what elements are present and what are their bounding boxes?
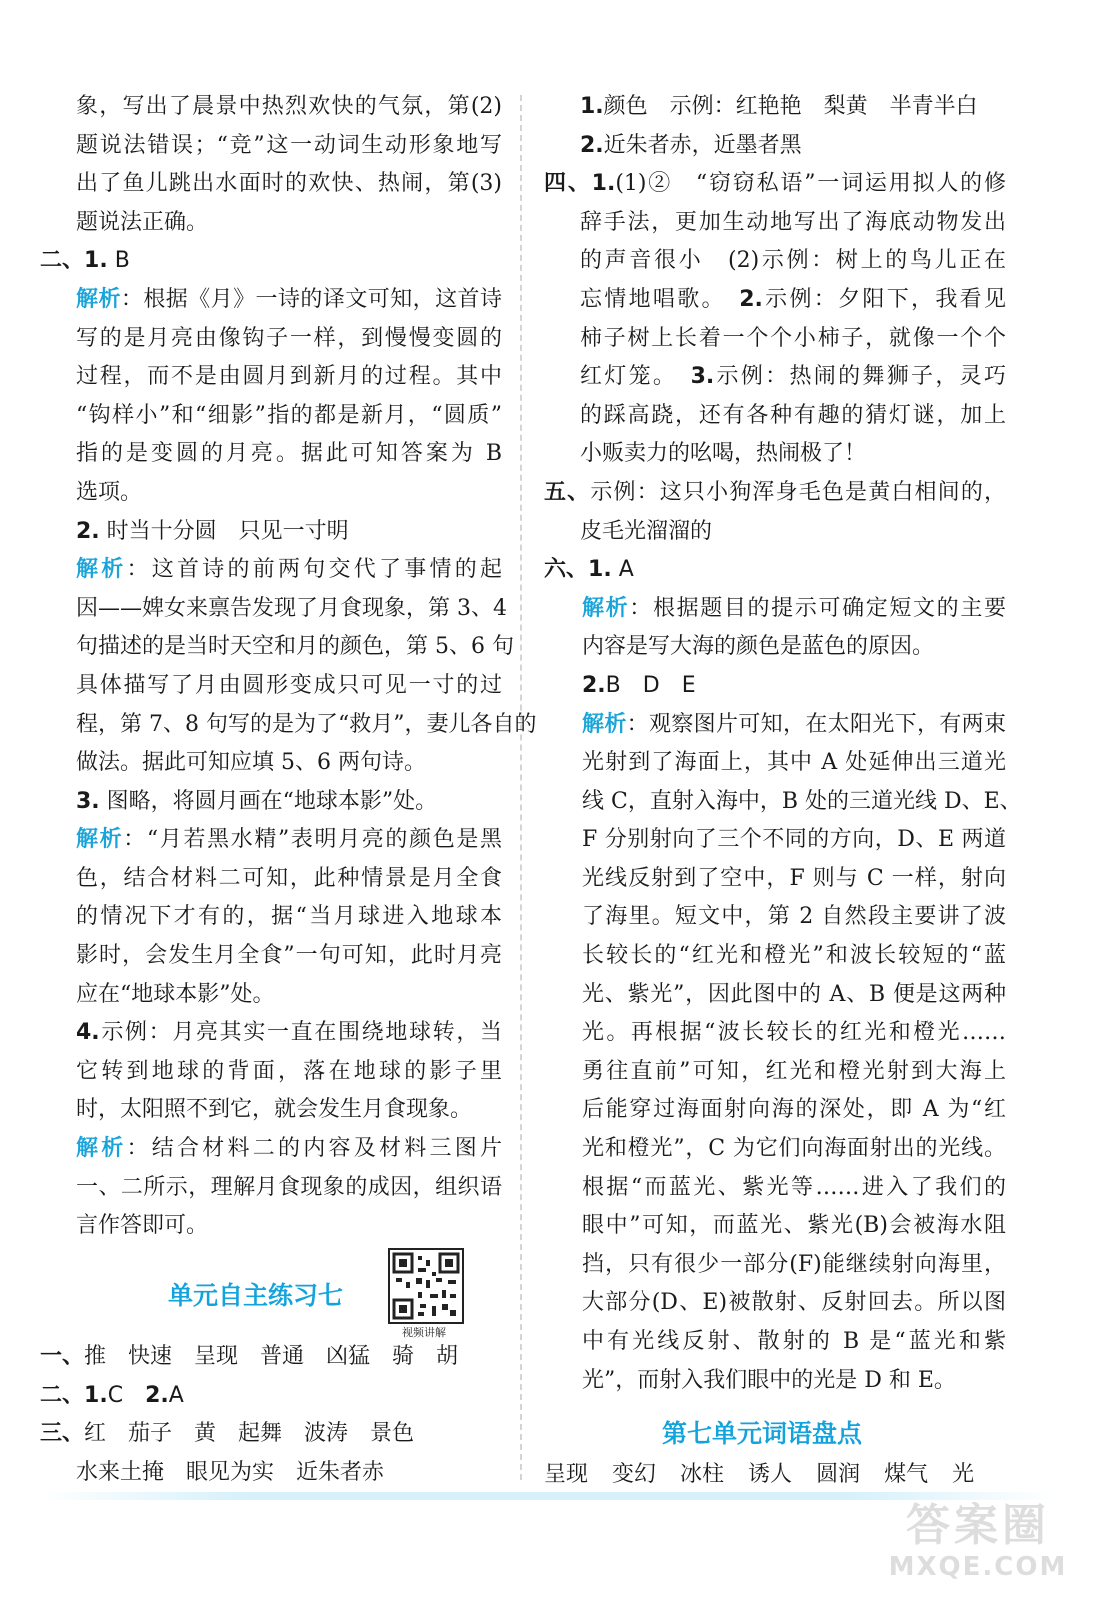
question-row	[40, 242, 502, 281]
text-line: 了海里。短文中，第 2 自然段主要讲了波	[582, 904, 1006, 930]
answer: 颜色 示例：红艳艳 梨黄 半青半白	[603, 94, 978, 119]
analysis-line	[40, 551, 502, 590]
unit-answers	[40, 1338, 510, 1492]
answer-row	[40, 1415, 510, 1454]
left-column	[40, 88, 537, 1246]
text-line: 内容是写大海的颜色是蓝色的原因。	[582, 634, 935, 660]
text-line: 它转到地球的背面，落在地球的影子里	[76, 1058, 502, 1084]
answer: B	[114, 248, 130, 274]
text-line: 长较长的“红光和橙光”和波长较短的“蓝	[582, 943, 1006, 969]
question-number: 2.	[739, 286, 763, 312]
text-line: 挡，只有很少一部分(F)能继续射向海里，	[582, 1251, 1006, 1277]
text-line: 因——婢女来禀告发现了月食现象，第 3、4	[76, 595, 507, 621]
text-line: 中有光线反射、散射的 B 是“蓝光和紫	[582, 1329, 1006, 1354]
watermark	[883, 1500, 1073, 1590]
text-line: 过程，而不是由圆月到新月的过程。其中	[76, 364, 502, 390]
vocab-title: 第七单元词语盘点	[662, 1419, 863, 1448]
answer: A	[618, 557, 634, 583]
analysis-line	[544, 706, 1006, 745]
text-line: 题说法正确。	[76, 209, 209, 235]
question-row	[544, 127, 1006, 166]
text-line: 勇往直前”可知，红光和橙光射到大海上	[582, 1058, 1006, 1084]
question-number: 2.	[145, 1382, 169, 1408]
text-line: 写的是月亮由像钩子一样，到慢慢变圆的	[76, 325, 502, 351]
vocab-word: 煤气	[884, 1462, 929, 1487]
answer: 示例：月亮其实一直在围绕地球转，当	[99, 1020, 502, 1046]
answer-words: 红 茄子 黄 起舞 波涛 景色	[84, 1421, 415, 1447]
analysis-tag: 解析	[76, 1136, 127, 1162]
analysis-tag: 解析	[582, 711, 627, 737]
answer: 示例：这只小狗浑身毛色是黄白相间的，	[590, 479, 1006, 505]
question-number: 1.	[588, 557, 612, 583]
text-line: 选项。	[76, 479, 143, 505]
text-line: 光。再根据“波长较长的红光和橙光……	[582, 1020, 1006, 1046]
answer: (1)② “窃窃私语”一词运用拟人的修	[615, 171, 1006, 197]
answer: 近朱者赤，近墨者黑	[603, 132, 802, 158]
question-number: 2.	[580, 132, 604, 158]
analysis-tag: 解析	[76, 286, 121, 312]
question-row	[40, 783, 502, 822]
text-line: 象，写出了晨景中热烈欢快的气氛，第(2)	[76, 94, 502, 119]
question-row	[544, 474, 1006, 513]
section-label: 六、	[544, 557, 589, 583]
question-number: 4.	[76, 1020, 100, 1046]
analysis-text: ：根据《月》一诗的译文可知，这首诗	[120, 286, 502, 312]
text-line: 光”，而射入我们眼中的光是 D 和 E。	[582, 1367, 956, 1393]
answer: B D E	[605, 672, 696, 698]
analysis-text: ：“月若黑水精”表明月亮的颜色是黑	[123, 827, 502, 853]
text-line: 根据“而蓝光、紫光等……进入了我们的	[582, 1174, 1006, 1200]
text-line: 皮毛光溜溜的	[580, 518, 713, 544]
analysis-line	[544, 590, 1006, 629]
section-label: 一、	[40, 1344, 85, 1369]
text-line: 小贩卖力的吆喝，热闹极了！	[580, 441, 867, 467]
vocab-word: 冰柱	[680, 1462, 725, 1487]
qr-label: 视频讲解	[402, 1326, 446, 1339]
text-line: 光射到了海面上，其中 A 处延伸出三道光	[582, 750, 1006, 776]
vocab-word: 变幻	[612, 1462, 657, 1487]
analysis-text: ：这首诗的前两句交代了事情的起	[126, 557, 502, 583]
text-line: 具体描写了月由圆形变成只可见一寸的过	[76, 672, 502, 698]
watermark-url: MXQE.COM	[888, 1552, 1068, 1582]
text-line	[544, 281, 1006, 320]
vocab-word: 诱人	[748, 1462, 793, 1487]
section-label: 四、	[544, 171, 592, 197]
text-line: 眼中”可知，而蓝光、紫光(B)会被海水阻	[582, 1213, 1006, 1239]
vocab-word: 圆润	[816, 1462, 861, 1487]
question-number: 1.	[580, 94, 604, 119]
text-line: 出了鱼儿跳出水面时的欢快、热闹，第(3)	[76, 171, 502, 197]
text-line: 后能穿过海面射向海的深处，即 A 为“红	[582, 1097, 1006, 1123]
answer-text: 红灯笼。	[580, 364, 691, 390]
text-line: 大部分(D、E)被散射、反射回去。所以图	[582, 1290, 1006, 1316]
text-line: 时，太阳照不到它，就会发生月食现象。	[76, 1097, 473, 1123]
text-line: 线 C，直射入海中，B 处的三道光线 D、E、	[582, 788, 1022, 814]
vocab-words	[544, 1456, 999, 1494]
analysis-tag: 解析	[76, 557, 127, 583]
analysis-line	[40, 821, 502, 860]
text-line: 柿子树上长着一个个小柿子，就像一个个	[580, 325, 1006, 351]
text-line: 影时，会发生月全食”一句可知，此时月亮	[76, 943, 502, 969]
text-line: 光、紫光”，因此图中的 A、B 便是这两种	[582, 981, 1006, 1007]
text-line: 言作答即可。	[76, 1213, 209, 1239]
vocab-word: 呈现	[544, 1462, 589, 1487]
analysis-line	[40, 1130, 502, 1169]
answer: C	[107, 1382, 124, 1408]
question-row	[40, 513, 502, 552]
text-line: 的踩高跷，还有各种有趣的猜灯谜，加上	[580, 402, 1006, 428]
question-number: 1.	[84, 1382, 108, 1408]
right-column	[544, 88, 1022, 1400]
question-row	[544, 88, 1006, 127]
question-number: 1.	[84, 248, 108, 274]
analysis-line	[40, 281, 502, 320]
text-line: “钩样小”和“细影”指的都是新月，“圆质”	[76, 402, 502, 428]
analysis-tag: 解析	[582, 595, 630, 621]
text-line: 光线反射到了空中，F 则与 C 一样，射向	[582, 865, 1006, 891]
text-line: 题说法错误；“竞”这一动词生动形象地写	[76, 132, 502, 158]
answer: 时当十分圆 只见一寸明	[106, 518, 349, 544]
question-number: 3.	[76, 788, 100, 814]
question-number: 2.	[582, 672, 606, 698]
question-number: 3.	[690, 364, 715, 390]
question-row	[544, 667, 1006, 706]
text-line: 句描述的是当时天空和月的颜色，第 5、6 句	[76, 634, 514, 660]
footer-band	[40, 1492, 1055, 1500]
text-line: 应在“地球本影”处。	[76, 981, 275, 1007]
text-line: 辞手法，更加生动地写出了海底动物发出	[580, 209, 1006, 235]
text-line: 色，结合材料二可知，此种情景是月全食	[76, 865, 502, 891]
question-row	[40, 1014, 502, 1053]
analysis-tag: 解析	[76, 827, 124, 853]
section-label: 三、	[40, 1421, 85, 1447]
answer-text: 忘情地唱歌。	[580, 286, 740, 312]
text-line: 的声音很小 (2)示例：树上的鸟儿正在	[580, 248, 1006, 274]
text-line: 指的是变圆的月亮。据此可知答案为 B	[76, 441, 502, 467]
answer-row: 水来土掩 眼见为实 近朱者赤	[76, 1459, 385, 1485]
question-row	[544, 165, 1006, 204]
analysis-text: ：根据题目的提示可确定短文的主要	[629, 595, 1006, 621]
text-line: 的情况下才有的，据“当月球进入地球本	[76, 904, 502, 930]
text-line: F 分别射向了三个不同的方向，D、E 两道	[582, 827, 1006, 853]
vocab-word: 光	[952, 1462, 975, 1487]
question-row	[544, 551, 1006, 590]
watermark-logo: 答案圈	[906, 1500, 1050, 1551]
analysis-text: ：观察图片可知，在太阳光下，有两束	[626, 711, 1006, 737]
answer-text: 示例：夕阳下，我看见	[762, 286, 1006, 312]
text-line: 光和橙光”，C 为它们向海面射出的光线。	[582, 1136, 1006, 1162]
answer-row	[40, 1338, 510, 1377]
answer-words: 推 快速 呈现 普通 凶猛 骑 胡	[84, 1344, 459, 1369]
section-label: 二、	[40, 1382, 85, 1408]
question-number: 2.	[76, 518, 100, 544]
column-divider	[520, 95, 522, 1480]
qr-code-icon[interactable]	[388, 1248, 464, 1324]
answer-text: 示例：热闹的舞狮子，灵巧	[714, 364, 1006, 390]
analysis-text: ：结合材料二的内容及材料三图片	[126, 1136, 502, 1162]
text-line: 程，第 7、8 句写的是为了“救月”，妻儿各自的	[76, 711, 537, 737]
section-label: 二、	[40, 248, 85, 274]
answer: A	[168, 1382, 184, 1408]
text-line	[544, 358, 1006, 397]
text-line: 一、二所示，理解月食现象的成因，组织语	[76, 1174, 502, 1200]
text-line: 做法。据此可知应填 5、6 两句诗。	[76, 750, 426, 776]
unit-title: 单元自主练习七	[168, 1281, 344, 1310]
section-label: 五、	[544, 479, 591, 505]
answer-row	[40, 1377, 510, 1416]
question-number: 1.	[591, 171, 616, 197]
answer: 图略，将圆月画在“地球本影”处。	[106, 788, 438, 814]
